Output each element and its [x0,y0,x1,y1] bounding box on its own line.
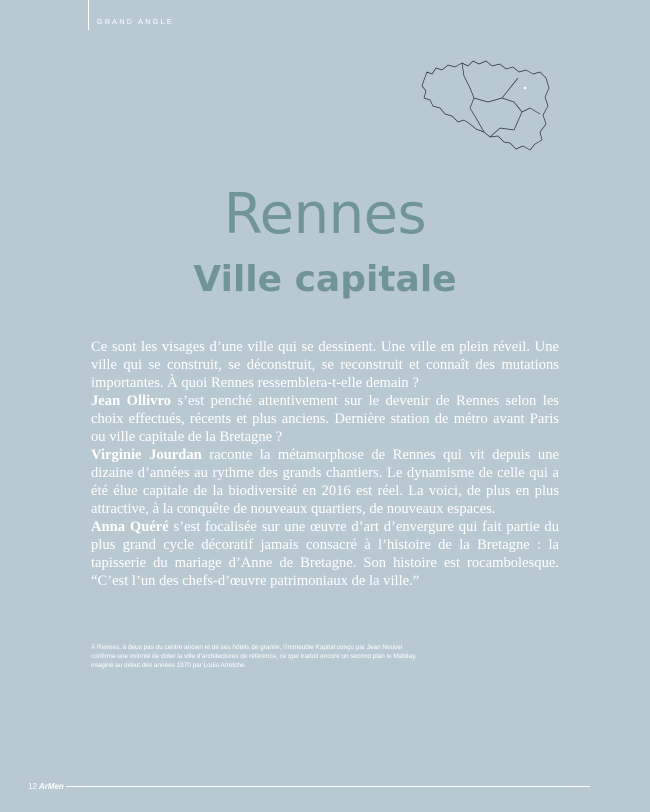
paragraph-text: raconte la métamorphose de Rennes qui vit depuis une dizaine d’années au rythme des grands chantiers. Le dynamisme de celle qui a été élue capitale de la biodiversité en 2016 est réel. La voici, de plus en plus attractive, à la conquête de nouveaux quartiers, de nouveaux espaces. [91,447,559,517]
intro-paragraph: Ce sont les visages d’une ville qui se dessinent. Une ville en plein réveil. Une ville qui se construit, se déconstruit, se reconstruit et connaît des mutations importantes. À quoi Rennes ressemblera-t-elle demain ? [91,339,559,391]
paragraph-text: s’est penché attentivement sur le devenir de Rennes selon les choix effectués, récents et plus anciens. Dernière station de métro avant Paris ou ville capitale de la Bretagne ? [91,393,559,445]
paragraph-virginie-jourdan [91,446,559,518]
author-name: Anna Quéré [91,519,169,535]
caption-line: imaginé au début des années 1970 par Louis Arretche. [91,661,247,669]
section-label: GRAND ANGLE [97,19,174,26]
paragraph-text: s’est focalisée sur une œuvre d’art d’envergure qui fait partie du plus grand cycle décoratif jamais consacré à l’histoire de la Bretagne : la tapisserie du mariage d’Anne de Bretagne. Son histoire est rocambolesque. “C’est l’un des chefs-d’œuvre patrimoniaux de la ville.” [91,519,559,589]
footer-rule [66,786,590,787]
magazine-logo: ArMen [38,782,64,791]
article-body [91,338,559,590]
author-name: Virginie Jourdan [91,447,202,463]
page-footer [28,782,64,791]
caption-line: À Rennes, à deux pas du centre ancien et de ses hôtels de granite, l’immeuble Kapital conçu par Jean Nouvel [91,644,403,651]
header-rule [88,0,89,30]
rennes-marker-icon [524,87,527,90]
page-subtitle: Ville capitale [193,259,457,300]
brittany-map-icon [418,58,552,153]
author-name: Jean Ollivro [91,393,171,409]
paragraph-anna-quere [91,518,559,590]
paragraph-jean-ollivro [91,392,559,446]
caption-line: confirme une volonté de doter la ville d’architectures de référence, ce que traduit encore un second plan le Mabilay, [91,652,417,660]
page-title: Rennes [223,182,427,247]
page-number: 12 [28,782,37,791]
photo-caption [91,644,531,670]
